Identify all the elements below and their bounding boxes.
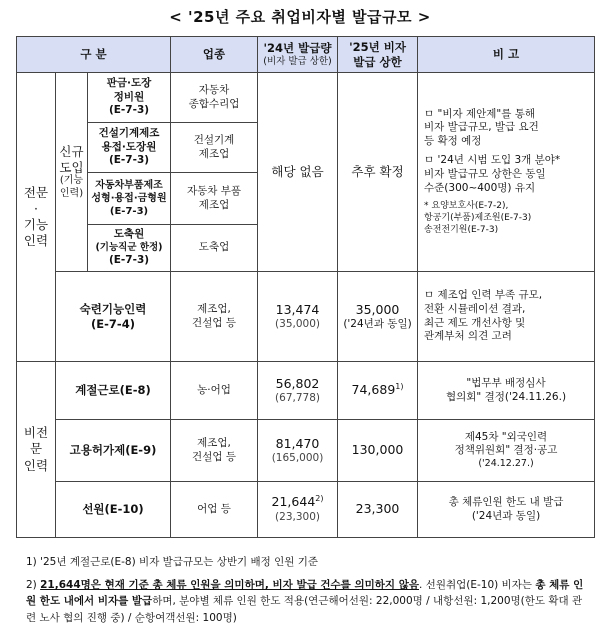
- footnote-2-text-rest: 하며, 분야별 체류 인원 한도 적용(연근해어선원: 22,000명 / 내항선원: 1,200명(한도 확대 관련 노사 협의 진행 중) / 순항여객선원: 100명): [26, 595, 583, 624]
- header-issued-24-label: '24년 발급량: [263, 40, 332, 55]
- skilled-worker-remarks: [418, 272, 595, 362]
- eps-cap: 130,000: [338, 420, 418, 482]
- visa-code: (E-7-3): [109, 206, 149, 217]
- seafarer-issued: [258, 482, 338, 538]
- eps-remarks: [418, 420, 595, 482]
- remark-line: 전환 시뮬레이션 결과,: [424, 302, 526, 315]
- skilled-worker-issued: [258, 272, 338, 362]
- visa-name-l2: 성형·용접·금형원: [91, 193, 167, 204]
- skilled-worker-industry-l1: 제조업,: [197, 302, 231, 315]
- remark-line: * 요양보호사(E-7-2),: [424, 201, 509, 212]
- seafarer-remarks: [418, 482, 595, 538]
- seafarer-name: 선원(E-10): [56, 482, 171, 538]
- remark-line: "법무부 배정심사: [466, 376, 546, 389]
- eps-industry-l1: 제조업,: [197, 436, 231, 449]
- new-visas-issued: 해당 없음: [258, 73, 338, 272]
- visa-table: [16, 36, 595, 538]
- eps-issued: [258, 420, 338, 482]
- group-skilled-l1: 전문: [23, 184, 49, 200]
- visa-industry-l1: 건설기계: [193, 133, 235, 146]
- header-cap-25-sub: 발급 상한: [353, 54, 402, 69]
- seasonal-cap-footnote-ref: 1): [395, 382, 404, 392]
- seasonal-issued-cap: (67,778): [275, 391, 320, 404]
- seasonal-issued: [258, 362, 338, 420]
- seasonal-name: 계절근로(E-8): [56, 362, 171, 420]
- skilled-worker-industry: [171, 272, 258, 362]
- remark-line: 송전전기원(E-7-3): [424, 224, 499, 235]
- remark-line: 등 확정 예정: [424, 134, 482, 147]
- remark-line: ('24년과 동일): [471, 509, 541, 522]
- visa-name: [88, 173, 171, 225]
- header-cap-25-label: '25년 비자: [349, 39, 406, 54]
- seasonal-cap-value: 74,689: [351, 382, 396, 398]
- remark-line: 비자 발급규모, 발급 요건: [424, 121, 539, 134]
- footnote-2-bold: 총 체류 인원 한도 내에서 비자를 발급: [26, 579, 584, 608]
- visa-name: [88, 225, 171, 272]
- skilled-worker-cap: [338, 272, 418, 362]
- group-nonpro: [17, 362, 56, 538]
- visa-name-l2: 용접·도장원: [101, 140, 157, 153]
- visa-industry-l1: 자동차: [198, 83, 230, 96]
- seasonal-remarks: [418, 362, 595, 420]
- new-visas-cap: 추후 확정: [338, 73, 418, 272]
- remark-para-1: [424, 108, 590, 149]
- visa-name-l2: 정비원: [113, 90, 145, 103]
- footnote-2-emphasis: 21,644명은 현재 기준 총 체류 인원을 의미하며, 비자 발급 건수를 의미하지 않음: [40, 579, 419, 591]
- seasonal-issued-value: 56,802: [275, 375, 320, 391]
- skilled-worker-cap-note: ('24년과 동일): [343, 317, 412, 330]
- skilled-worker-cap-value: 35,000: [355, 301, 400, 317]
- visa-name: [88, 123, 171, 173]
- remark-para-2: [424, 154, 590, 195]
- group-new-l3: (기능: [59, 175, 84, 187]
- table-row: [17, 482, 595, 538]
- remark-line: 관계부처 의견 고려: [424, 330, 512, 343]
- seafarer-industry: 어업 등: [171, 482, 258, 538]
- footnote-2-text: . 선원취업(E-10) 비자는: [419, 579, 536, 591]
- visa-industry-l2: 제조업: [198, 147, 230, 160]
- eps-industry-l2: 건설업 등: [192, 450, 236, 463]
- remark-line: 총 체류인원 한도 내 발급: [448, 495, 564, 508]
- remark-line: 협의회" 결정('24.11.26.): [445, 390, 567, 403]
- footnote-1: 1) '25년 계절근로(E-8) 비자 발급규모는 상반기 배정 인원 기준: [26, 556, 319, 568]
- group-new-l4: 인력): [59, 187, 84, 199]
- remark-line: 최근 제도 개선사항 및: [424, 316, 526, 329]
- visa-name: [88, 73, 171, 123]
- remark-line: 정책위원회" 결정·공고: [454, 444, 558, 457]
- visa-name-l1: 자동차부품제조: [95, 180, 163, 191]
- remark-line: 항공기(부품)제조원(E-7-3): [424, 213, 532, 224]
- eps-issued-cap: (165,000): [271, 451, 324, 464]
- seafarer-issued-cap: (23,300): [275, 510, 320, 523]
- group-skilled-l4: 인력: [23, 233, 49, 249]
- seafarer-issued-value: 21,644: [271, 494, 316, 510]
- eps-name: 고용허가제(E-9): [56, 420, 171, 482]
- visa-name-l1: 도축원: [113, 228, 145, 241]
- group-new-l1: 신규: [59, 143, 84, 159]
- visa-code: (E-7-3): [108, 154, 150, 167]
- visa-industry-l2: 제조업: [198, 198, 230, 211]
- group-nonpro-l1: 비전문: [23, 425, 49, 457]
- visa-name-l1: 건설기계제조: [98, 127, 160, 140]
- visa-code: (E-7-3): [108, 104, 150, 117]
- visa-industry: [171, 173, 258, 225]
- eps-industry: [171, 420, 258, 482]
- group-new-l2: 도입: [59, 159, 84, 175]
- header-category: 구 분: [17, 37, 171, 73]
- skilled-worker-name: [56, 272, 171, 362]
- table-row: [17, 420, 595, 482]
- remark-line: 제45차 "외국인력: [464, 430, 548, 443]
- header-issued-24-sub: (비자 발급 상한): [263, 55, 332, 67]
- remark-line: ㅁ '24년 시범 도입 3개 분야*: [424, 154, 561, 167]
- remark-line: ('24.12.27.): [478, 457, 534, 469]
- remark-line: 수준(300~400명) 유지: [424, 181, 536, 194]
- skilled-worker-code: (E-7-4): [91, 316, 135, 331]
- visa-code: (E-7-3): [108, 254, 150, 267]
- visa-industry-l2: 종합수리업: [188, 97, 240, 110]
- remark-examples: [424, 201, 590, 236]
- new-visas-remarks: [418, 73, 595, 272]
- page-title: < '25년 주요 취업비자별 발급규모 >: [169, 8, 431, 26]
- seasonal-industry: 농·어업: [171, 362, 258, 420]
- group-skilled-l3: 기능: [23, 217, 49, 232]
- skilled-worker-label: 숙련기능인력: [79, 301, 147, 316]
- visa-industry: [171, 73, 258, 123]
- group-nonpro-l2: 인력: [23, 457, 49, 473]
- remark-line: ㅁ "비자 제안제"를 통해: [424, 107, 535, 120]
- visa-industry: [171, 123, 258, 173]
- visa-industry: [171, 225, 258, 272]
- group-new: [56, 73, 88, 272]
- visa-industry-l1: 도축업: [198, 241, 230, 254]
- remark-line: 비자 발급규모 상한은 동일: [424, 168, 546, 181]
- seasonal-cap: [338, 362, 418, 420]
- remark-line: ㅁ 제조업 인력 부족 규모,: [424, 289, 543, 302]
- eps-issued-value: 81,470: [275, 435, 320, 451]
- header-issued-24: [258, 37, 338, 73]
- footnote-2-number: 2): [26, 579, 41, 591]
- group-skilled: [17, 73, 56, 362]
- visa-industry-l1: 자동차 부품: [186, 184, 242, 197]
- skilled-worker-industry-l2: 건설업 등: [192, 316, 236, 329]
- seafarer-cap: 23,300: [338, 482, 418, 538]
- header-row: [17, 37, 595, 73]
- skilled-worker-issued-cap: (35,000): [275, 317, 320, 330]
- table-row: [17, 362, 595, 420]
- table-row: [17, 73, 595, 123]
- header-industry: 업종: [171, 37, 258, 73]
- header-cap-25: [338, 37, 418, 73]
- visa-name-l1: 판금·도장: [106, 77, 152, 90]
- header-remarks: 비 고: [418, 37, 595, 73]
- table-row: [17, 272, 595, 362]
- group-skilled-l2: ·: [34, 200, 38, 216]
- seafarer-issued-footnote-ref: 2): [315, 494, 324, 504]
- footnote-2: [26, 577, 592, 626]
- visa-name-l2: (기능직군 한정): [95, 241, 163, 253]
- skilled-worker-issued-value: 13,474: [275, 301, 320, 317]
